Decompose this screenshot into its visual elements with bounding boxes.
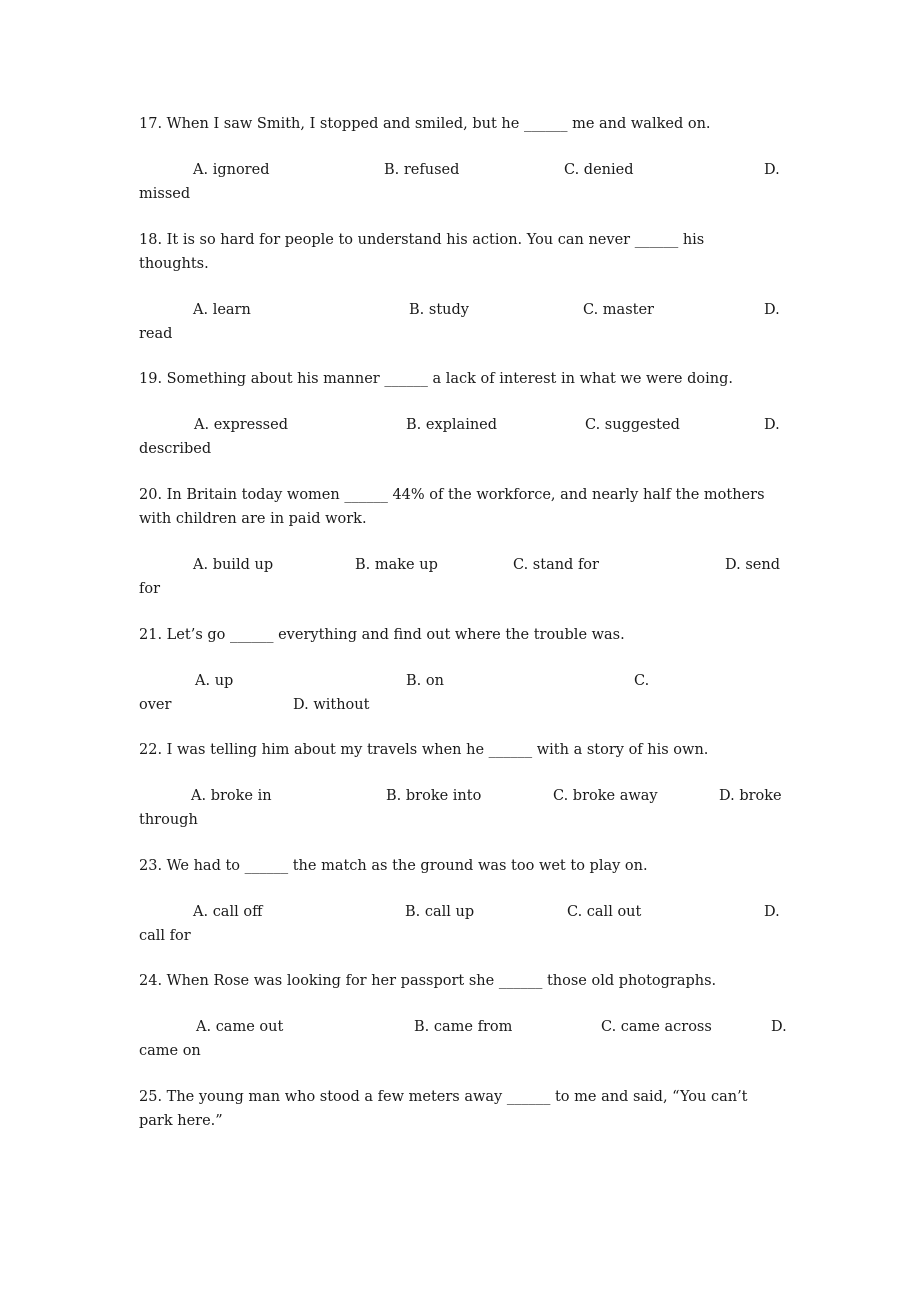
question-25-stem: 25. The young man who stood a few meters away ______ to me and said, “You can’t bbox=[139, 1089, 748, 1105]
q18-option-c: C. master bbox=[583, 302, 654, 318]
q18-option-d: D. bbox=[764, 302, 780, 318]
q21-option-b: B. on bbox=[406, 673, 444, 689]
question-21-stem: 21. Let’s go ______ everything and find out where the trouble was. bbox=[139, 627, 625, 643]
q23-option-a: A. call off bbox=[193, 904, 263, 920]
q24-option-d: D. bbox=[771, 1019, 787, 1035]
q19-option-c: C. suggested bbox=[585, 417, 680, 433]
q24-option-b: B. came from bbox=[414, 1019, 513, 1035]
question-24-stem: 24. When Rose was looking for her passport she ______ those old photographs. bbox=[139, 973, 717, 989]
q17-option-c: C. denied bbox=[564, 162, 634, 178]
question-20-stem-cont: with children are in paid work. bbox=[139, 511, 367, 527]
q19-option-d: D. bbox=[764, 417, 780, 433]
q24-option-d-text: came on bbox=[139, 1043, 201, 1059]
q19-option-d-text: described bbox=[139, 441, 212, 457]
q22-option-a: A. broke in bbox=[191, 788, 272, 804]
q20-option-c: C. stand for bbox=[513, 557, 599, 573]
question-22-stem: 22. I was telling him about my travels when he ______ with a story of his own. bbox=[139, 742, 709, 758]
question-19-stem: 19. Something about his manner ______ a lack of interest in what we were doing. bbox=[139, 371, 733, 387]
q18-option-a: A. learn bbox=[193, 302, 251, 318]
q21-option-c-text: over bbox=[139, 697, 172, 713]
q23-option-b: B. call up bbox=[405, 904, 475, 920]
q17-option-d-text: missed bbox=[139, 186, 191, 202]
q22-option-d-text: through bbox=[139, 812, 198, 828]
question-18-stem: 18. It is so hard for people to understand his action. You can never ______ his bbox=[139, 232, 705, 248]
q17-option-a: A. ignored bbox=[193, 162, 270, 178]
question-17-stem: 17. When I saw Smith, I stopped and smiled, but he ______ me and walked on. bbox=[139, 116, 711, 132]
q24-option-c: C. came across bbox=[601, 1019, 712, 1035]
q20-option-a: A. build up bbox=[193, 557, 274, 573]
q17-option-b: B. refused bbox=[384, 162, 460, 178]
q23-option-d-text: call for bbox=[139, 928, 191, 944]
q23-option-d: D. bbox=[764, 904, 780, 920]
q20-option-d: D. send bbox=[725, 557, 780, 573]
q22-option-b: B. broke into bbox=[386, 788, 482, 804]
q17-option-d: D. bbox=[764, 162, 780, 178]
q21-option-a: A. up bbox=[195, 673, 234, 689]
q22-option-c: C. broke away bbox=[553, 788, 658, 804]
q21-option-c: C. bbox=[634, 673, 650, 689]
question-18-stem-cont: thoughts. bbox=[139, 256, 209, 272]
q19-option-b: B. explained bbox=[406, 417, 498, 433]
q20-option-b: B. make up bbox=[355, 557, 438, 573]
q21-option-d: D. without bbox=[293, 697, 370, 713]
q19-option-a: A. expressed bbox=[194, 417, 288, 433]
question-23-stem: 23. We had to ______ the match as the ground was too wet to play on. bbox=[139, 858, 648, 874]
q20-option-d-text: for bbox=[139, 581, 161, 597]
question-25-stem-cont: park here.” bbox=[139, 1113, 223, 1129]
question-20-stem: 20. In Britain today women ______ 44% of the workforce, and nearly half the mothers bbox=[139, 487, 765, 503]
q24-option-a: A. came out bbox=[196, 1019, 284, 1035]
q22-option-d: D. broke bbox=[719, 788, 782, 804]
q23-option-c: C. call out bbox=[567, 904, 642, 920]
q18-option-b: B. study bbox=[409, 302, 469, 318]
q18-option-d-text: read bbox=[139, 326, 173, 342]
